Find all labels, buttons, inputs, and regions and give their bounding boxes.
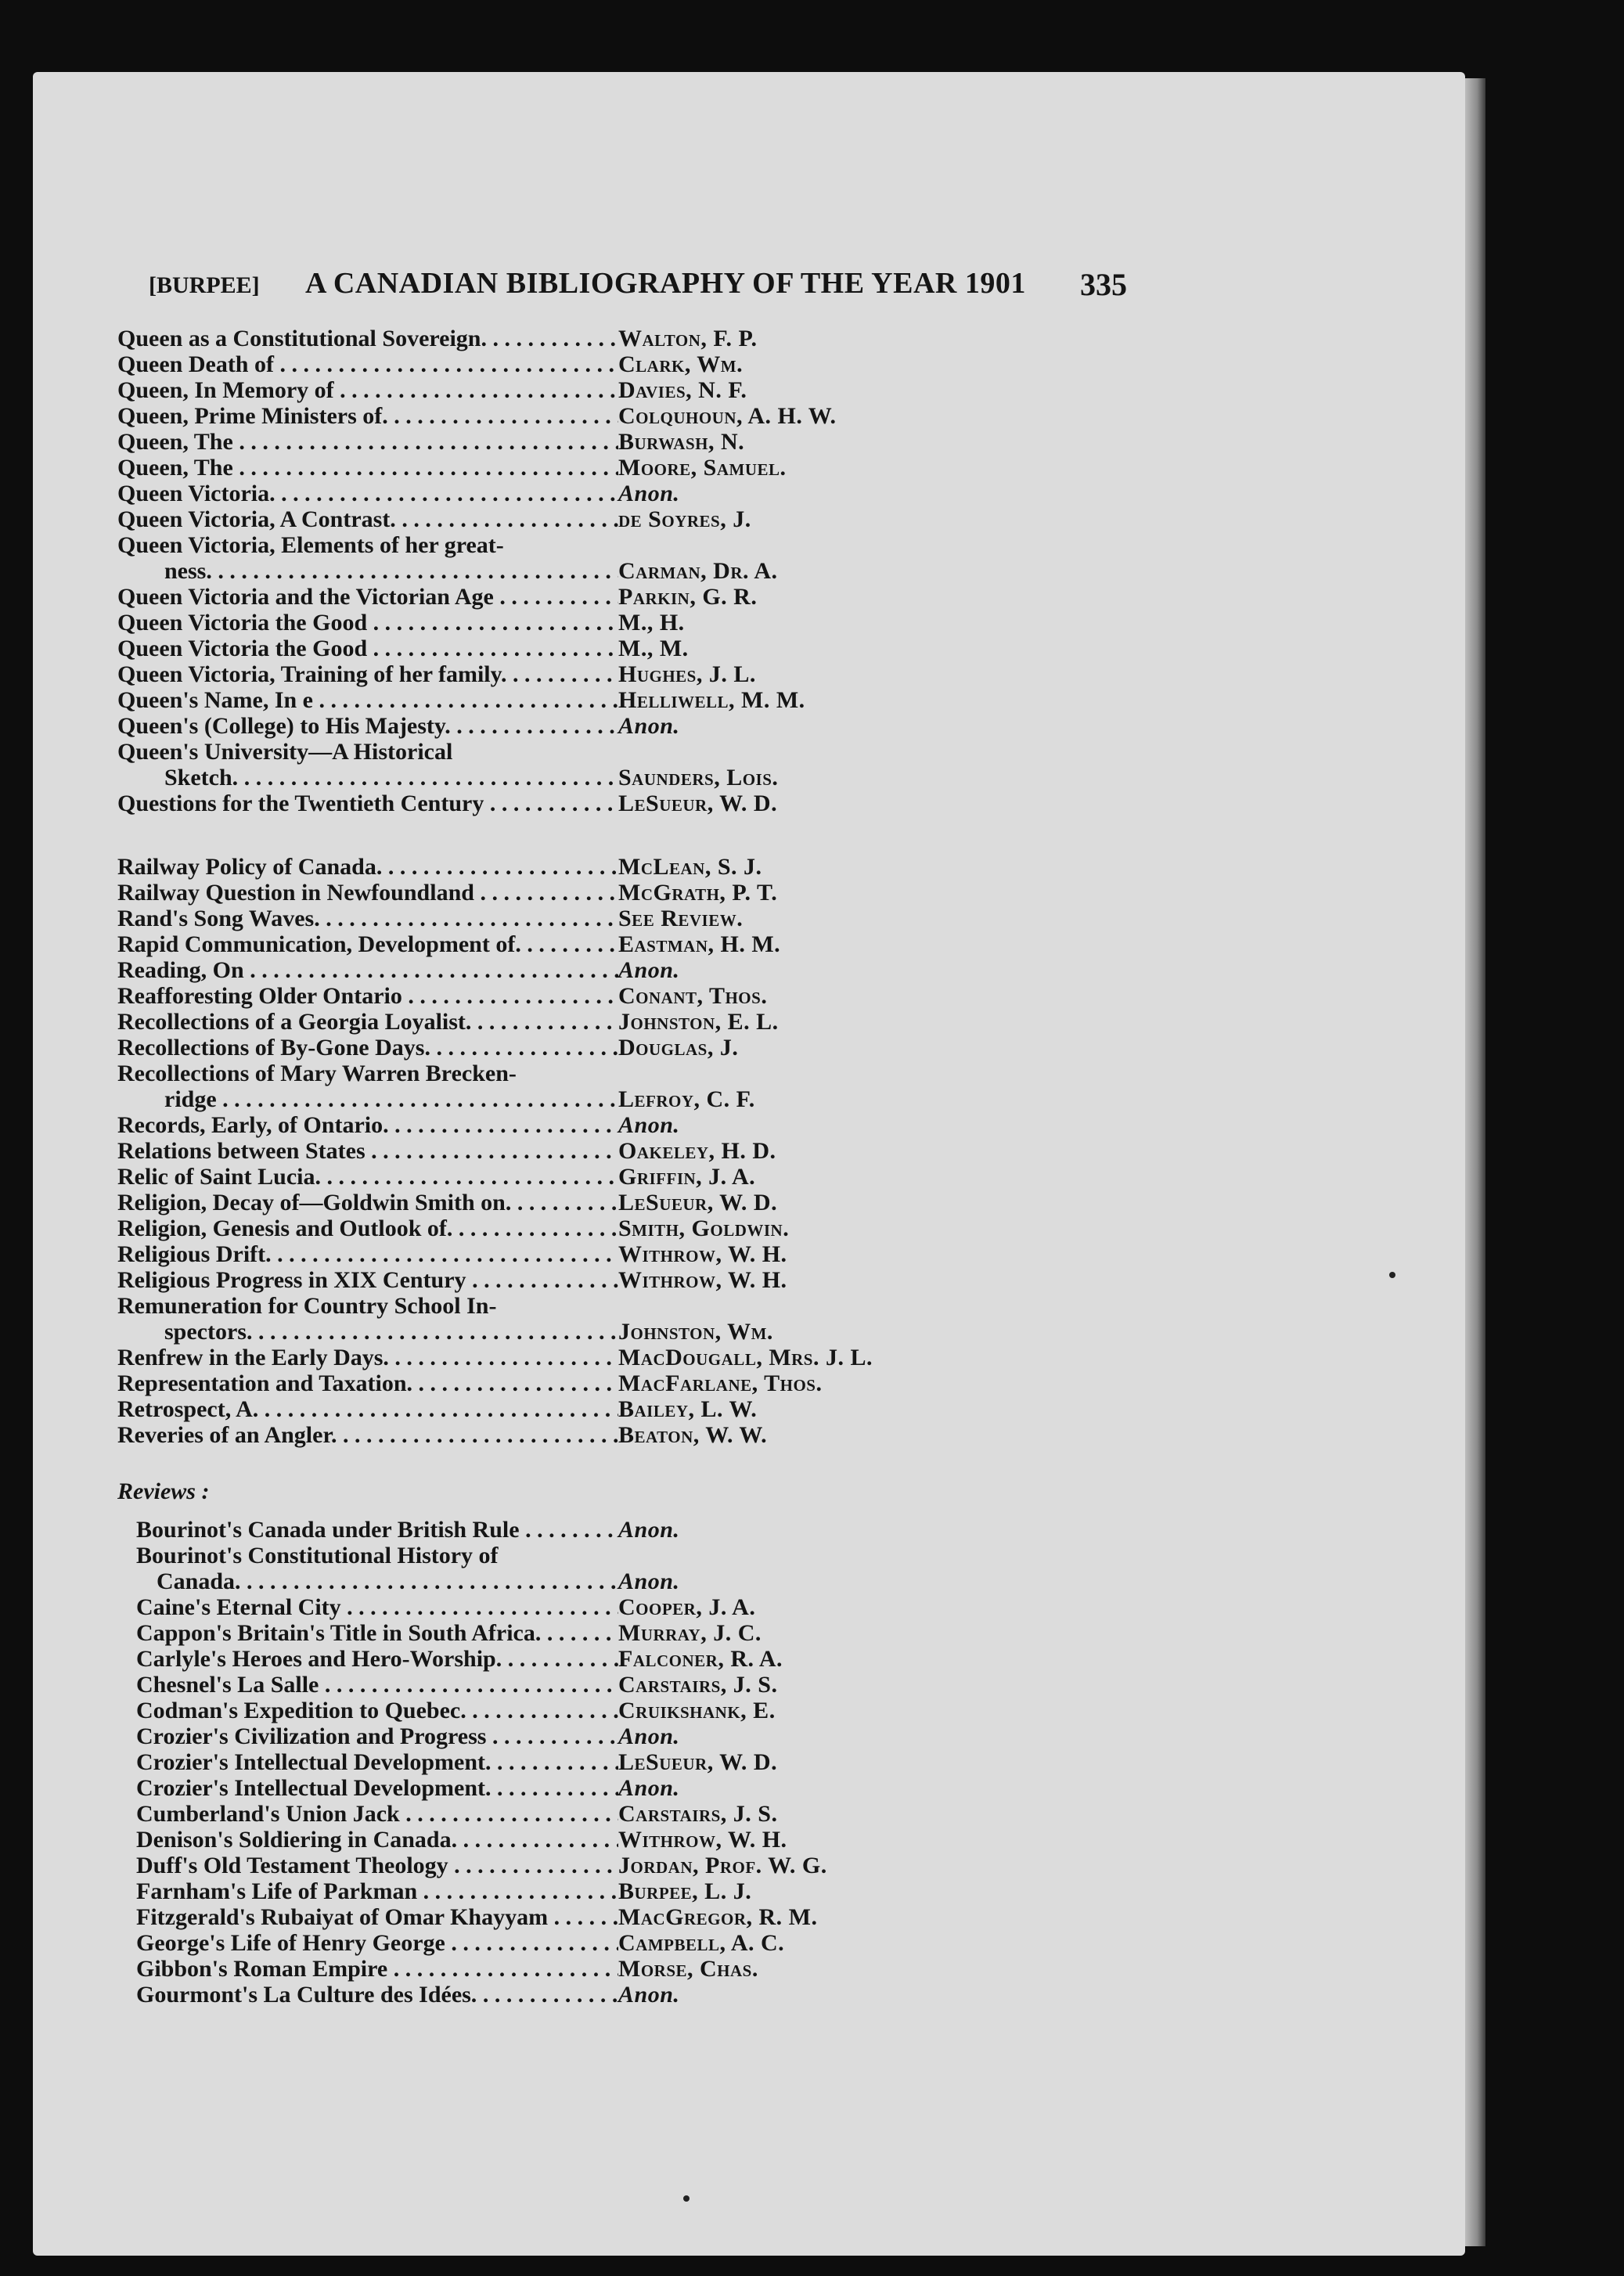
bibliography-entry [117,906,1127,931]
section-spacer [117,816,1127,844]
entry-author: Johnston, E. L. [618,1009,779,1035]
entry-author: M., H. [618,610,685,636]
bibliography-entry [117,1853,1127,1878]
entry-author: MacFarlane, Thos. [618,1370,823,1396]
entry-title: Queen, The . . . [117,429,618,455]
bibliography-entry [117,1982,1127,2008]
bibliography-entry [117,377,1127,403]
entry-author: LeSueur, W. D. [618,790,778,816]
bibliography-entry [117,506,1127,532]
running-head [117,266,1127,316]
entry-author: Murray, J. C. [618,1620,762,1646]
entry-title: Renfrew in the Early Days. . . . [117,1345,618,1370]
page-content [117,266,1127,2008]
entry-title: Reveries of an Angler. . . . [117,1422,618,1448]
bibliography-entry [117,1138,1127,1164]
bibliography-entry [117,1396,1127,1422]
bibliography-entry [117,854,1127,880]
entry-title: Religious Progress in XIX Century . . . [117,1267,618,1293]
entry-author: Conant, Thos. [618,983,768,1009]
reviews-list [117,1517,1127,2008]
entry-author: Morse, Chas. [618,1956,758,1982]
entry-author: LeSueur, W. D. [618,1190,778,1215]
bibliography-entry [117,1267,1127,1293]
bibliography-entry [117,713,1127,739]
reviews-heading: Reviews : [117,1478,210,1504]
entry-title: Religious Drift. . . . [117,1241,618,1267]
bibliography-entry [117,1241,1127,1267]
bibliography-entry [117,1370,1127,1396]
entry-author: Griffin, J. A. [618,1164,756,1190]
entry-title: Duff's Old Testament Theology . . . [117,1853,618,1878]
entry-title: Questions for the Twentieth Century . . . [117,790,618,816]
entry-title: Queen's University—A Historical [117,739,453,765]
entry-author: Helliwell, M. M. [618,687,805,713]
entry-title: Reafforesting Older Ontario . . . [117,983,618,1009]
entry-author: Davies, N. F. [618,377,747,403]
entry-title: Records, Early, of Ontario. . . . [117,1112,618,1138]
entry-title: Cumberland's Union Jack . . . [117,1801,618,1827]
bibliography-entry [117,1646,1127,1672]
entry-title: Recollections of By-Gone Days. . . . [117,1035,618,1061]
entry-title: Relic of Saint Lucia. . . . [117,1164,618,1190]
bibliography-entry [117,1422,1127,1448]
bibliography-entry [117,983,1127,1009]
entry-author: Bailey, L. W. [618,1396,758,1422]
bibliography-entry [117,739,1127,765]
entry-author: Douglas, J. [618,1035,739,1061]
entry-title: Canada. . . . [117,1568,618,1594]
entry-author: Cooper, J. A. [618,1594,756,1620]
bibliography-entry [117,610,1127,636]
entry-title: Queen Victoria the Good . . . [117,610,618,636]
bibliography-entry [117,351,1127,377]
entry-title: ridge . . . [117,1086,618,1112]
bibliography-entry [117,1568,1127,1594]
bibliography-entry [117,957,1127,983]
bibliography-entry [117,1801,1127,1827]
entry-title: Queen, In Memory of . . . [117,377,618,403]
bibliography-entry [117,481,1127,506]
entry-author: Anon. [618,1723,680,1749]
entry-author: Carstairs, J. S. [618,1801,778,1827]
entry-author: Withrow, W. H. [618,1241,787,1267]
entry-author: M., M. [618,636,689,661]
entry-title: ness. . . . [117,558,618,584]
entry-title: Crozier's Civilization and Progress . . . [117,1723,618,1749]
entry-title: Queen Victoria, Elements of her great- [117,532,504,558]
entry-author: Moore, Samuel. [618,455,787,481]
bibliography-entry [117,326,1127,351]
entry-title: Farnham's Life of Parkman . . . [117,1878,618,1904]
entry-author: Cruikshank, E. [618,1698,776,1723]
entry-title: Queen's Name, In e . . . [117,687,618,713]
bibliography-entry [117,1543,1127,1568]
entry-title: Gibbon's Roman Empire . . . [117,1956,618,1982]
entry-title: Gourmont's La Culture des Idées. . . . [117,1982,618,2008]
bibliography-entry [117,1878,1127,1904]
entry-title: Relations between States . . . [117,1138,618,1164]
entry-title: Queen Victoria the Good . . . [117,636,618,661]
bibliography-entry [117,558,1127,584]
bibliography-entry [117,1594,1127,1620]
bibliography-entry [117,765,1127,790]
bibliography-entry [117,1775,1127,1801]
bibliography-entry [117,1112,1127,1138]
bibliography-entry [117,1190,1127,1215]
bibliography-entry [117,455,1127,481]
entry-author: Burpee, L. J. [618,1878,752,1904]
bibliography-entry [117,880,1127,906]
bibliography-entry [117,790,1127,816]
entry-title: Rand's Song Waves. . . . [117,906,618,931]
entry-author: Anon. [618,1517,680,1543]
header-title: A CANADIAN BIBLIOGRAPHY OF THE YEAR 1901 [305,267,1026,300]
entry-title: Religion, Decay of—Goldwin Smith on. . . . [117,1190,618,1215]
entry-author: Anon. [618,713,680,739]
entry-author: Anon. [618,957,680,983]
entry-author: Campbell, A. C. [618,1930,785,1956]
bibliography-entry [117,1164,1127,1190]
entry-title: Carlyle's Heroes and Hero-Worship. . . . [117,1646,618,1672]
entry-title: Queen as a Constitutional Sovereign. . . . [117,326,618,351]
entry-title: spectors. . . . [117,1319,618,1345]
entry-author: Falconer, R. A. [618,1646,783,1672]
bibliography-entry [117,1061,1127,1086]
bibliography-entry [117,532,1127,558]
entry-author: Parkin, G. R. [618,584,758,610]
page-number: 335 [1080,267,1127,302]
entry-title: Caine's Eternal City . . . [117,1594,618,1620]
entry-author: Jordan, Prof. W. G. [618,1853,827,1878]
entry-author: Anon. [618,1775,680,1801]
entry-author: Oakeley, H. D. [618,1138,776,1164]
bibliography-entry [117,1827,1127,1853]
entry-author: Johnston, Wm. [618,1319,773,1345]
entry-title: Railway Question in Newfoundland . . . [117,880,618,906]
bibliography-entry [117,1749,1127,1775]
speck [683,2195,690,2202]
entry-author: Hughes, J. L. [618,661,756,687]
entry-title: Retrospect, A. . . . [117,1396,618,1422]
entry-title: Queen Victoria and the Victorian Age . . . [117,584,618,610]
entry-author: Smith, Goldwin. [618,1215,790,1241]
entry-title: Railway Policy of Canada. . . . [117,854,618,880]
q-entries-list [117,326,1127,816]
entry-title: Queen Victoria. . . . [117,481,618,506]
entry-title: George's Life of Henry George . . . [117,1930,618,1956]
entry-author: Eastman, H. M. [618,931,781,957]
entry-author: Carstairs, J. S. [618,1672,778,1698]
entry-title: Rapid Communication, Development of. . . . [117,931,618,957]
entry-author: See Review. [618,906,744,931]
entry-title: Sketch. . . . [117,765,618,790]
header-tag: [BURPEE] [149,272,260,298]
entry-title: Recollections of a Georgia Loyalist. . . . [117,1009,618,1035]
bibliography-entry [117,1009,1127,1035]
entry-author: Anon. [618,1982,680,2008]
entry-author: de Soyres, J. [618,506,751,532]
entry-title: Representation and Taxation. . . . [117,1370,618,1396]
bibliography-entry [117,931,1127,957]
bibliography-entry [117,1930,1127,1956]
bibliography-entry [117,687,1127,713]
bibliography-entry [117,429,1127,455]
entry-author: Withrow, W. H. [618,1267,787,1293]
bibliography-entry [117,1904,1127,1930]
entry-author: Saunders, Lois. [618,765,779,790]
entry-author: Walton, F. P. [618,326,758,351]
entry-author: Colquhoun, A. H. W. [618,403,837,429]
entry-title: Codman's Expedition to Quebec. . . . [117,1698,618,1723]
bibliography-entry [117,1723,1127,1749]
entry-title: Crozier's Intellectual Development. . . . [117,1775,618,1801]
entry-author: Anon. [618,1568,680,1594]
entry-title: Bourinot's Canada under British Rule . . . [117,1517,618,1543]
entry-title: Remuneration for Country School In- [117,1293,497,1319]
entry-author: Carman, Dr. A. [618,558,778,584]
bibliography-entry [117,1672,1127,1698]
bibliography-entry [117,1620,1127,1646]
entry-title: Queen's (College) to His Majesty. . . . [117,713,618,739]
entry-title: Recollections of Mary Warren Brecken- [117,1061,517,1086]
entry-title: Bourinot's Constitutional History of [136,1543,499,1568]
entry-title: Cappon's Britain's Title in South Africa. . . . [117,1620,618,1646]
entry-title: Queen Victoria, Training of her family. . . . [117,661,618,687]
entry-author: Clark, Wm. [618,351,744,377]
bibliography-entry [117,1698,1127,1723]
bibliography-entry [117,1215,1127,1241]
entry-title: Crozier's Intellectual Development. . . . [117,1749,618,1775]
speck [1389,1272,1395,1278]
entry-author: McGrath, P. T. [618,880,778,906]
bibliography-entry [117,1345,1127,1370]
entry-author: McLean, S. J. [618,854,762,880]
entry-author: MacDougall, Mrs. J. L. [618,1345,873,1370]
entry-title: Queen, Prime Ministers of. . . . [117,403,618,429]
bibliography-entry [117,584,1127,610]
page-edge [1465,78,1485,2246]
entry-title: Queen Victoria, A Contrast. . . . [117,506,618,532]
entry-author: LeSueur, W. D. [618,1749,778,1775]
entry-title: Queen Death of . . . [117,351,618,377]
entry-title: Queen, The . . . [117,455,618,481]
bibliography-entry [117,636,1127,661]
entry-author: Burwash, N. [618,429,745,455]
entry-title: Religion, Genesis and Outlook of. . . . [117,1215,618,1241]
bibliography-entry [117,1517,1127,1543]
entry-author: Anon. [618,481,680,506]
entry-title: Fitzgerald's Rubaiyat of Omar Khayyam . . . [117,1904,618,1930]
entry-title: Denison's Soldiering in Canada. . . . [117,1827,618,1853]
r-entries-list [117,854,1127,1448]
bibliography-entry [117,1035,1127,1061]
section-spacer [117,1448,1127,1476]
entry-author: Withrow, W. H. [618,1827,787,1853]
bibliography-entry [117,1086,1127,1112]
entry-author: Lefroy, C. F. [618,1086,755,1112]
bibliography-entry [117,1956,1127,1982]
entry-author: MacGregor, R. M. [618,1904,818,1930]
bibliography-entry [117,661,1127,687]
entry-title: Reading, On . . . [117,957,618,983]
bibliography-entry [117,1319,1127,1345]
entry-author: Anon. [618,1112,680,1138]
entry-title: Chesnel's La Salle . . . [117,1672,618,1698]
entry-author: Beaton, W. W. [618,1422,768,1448]
bibliography-entry [117,1293,1127,1319]
bibliography-entry [117,403,1127,429]
